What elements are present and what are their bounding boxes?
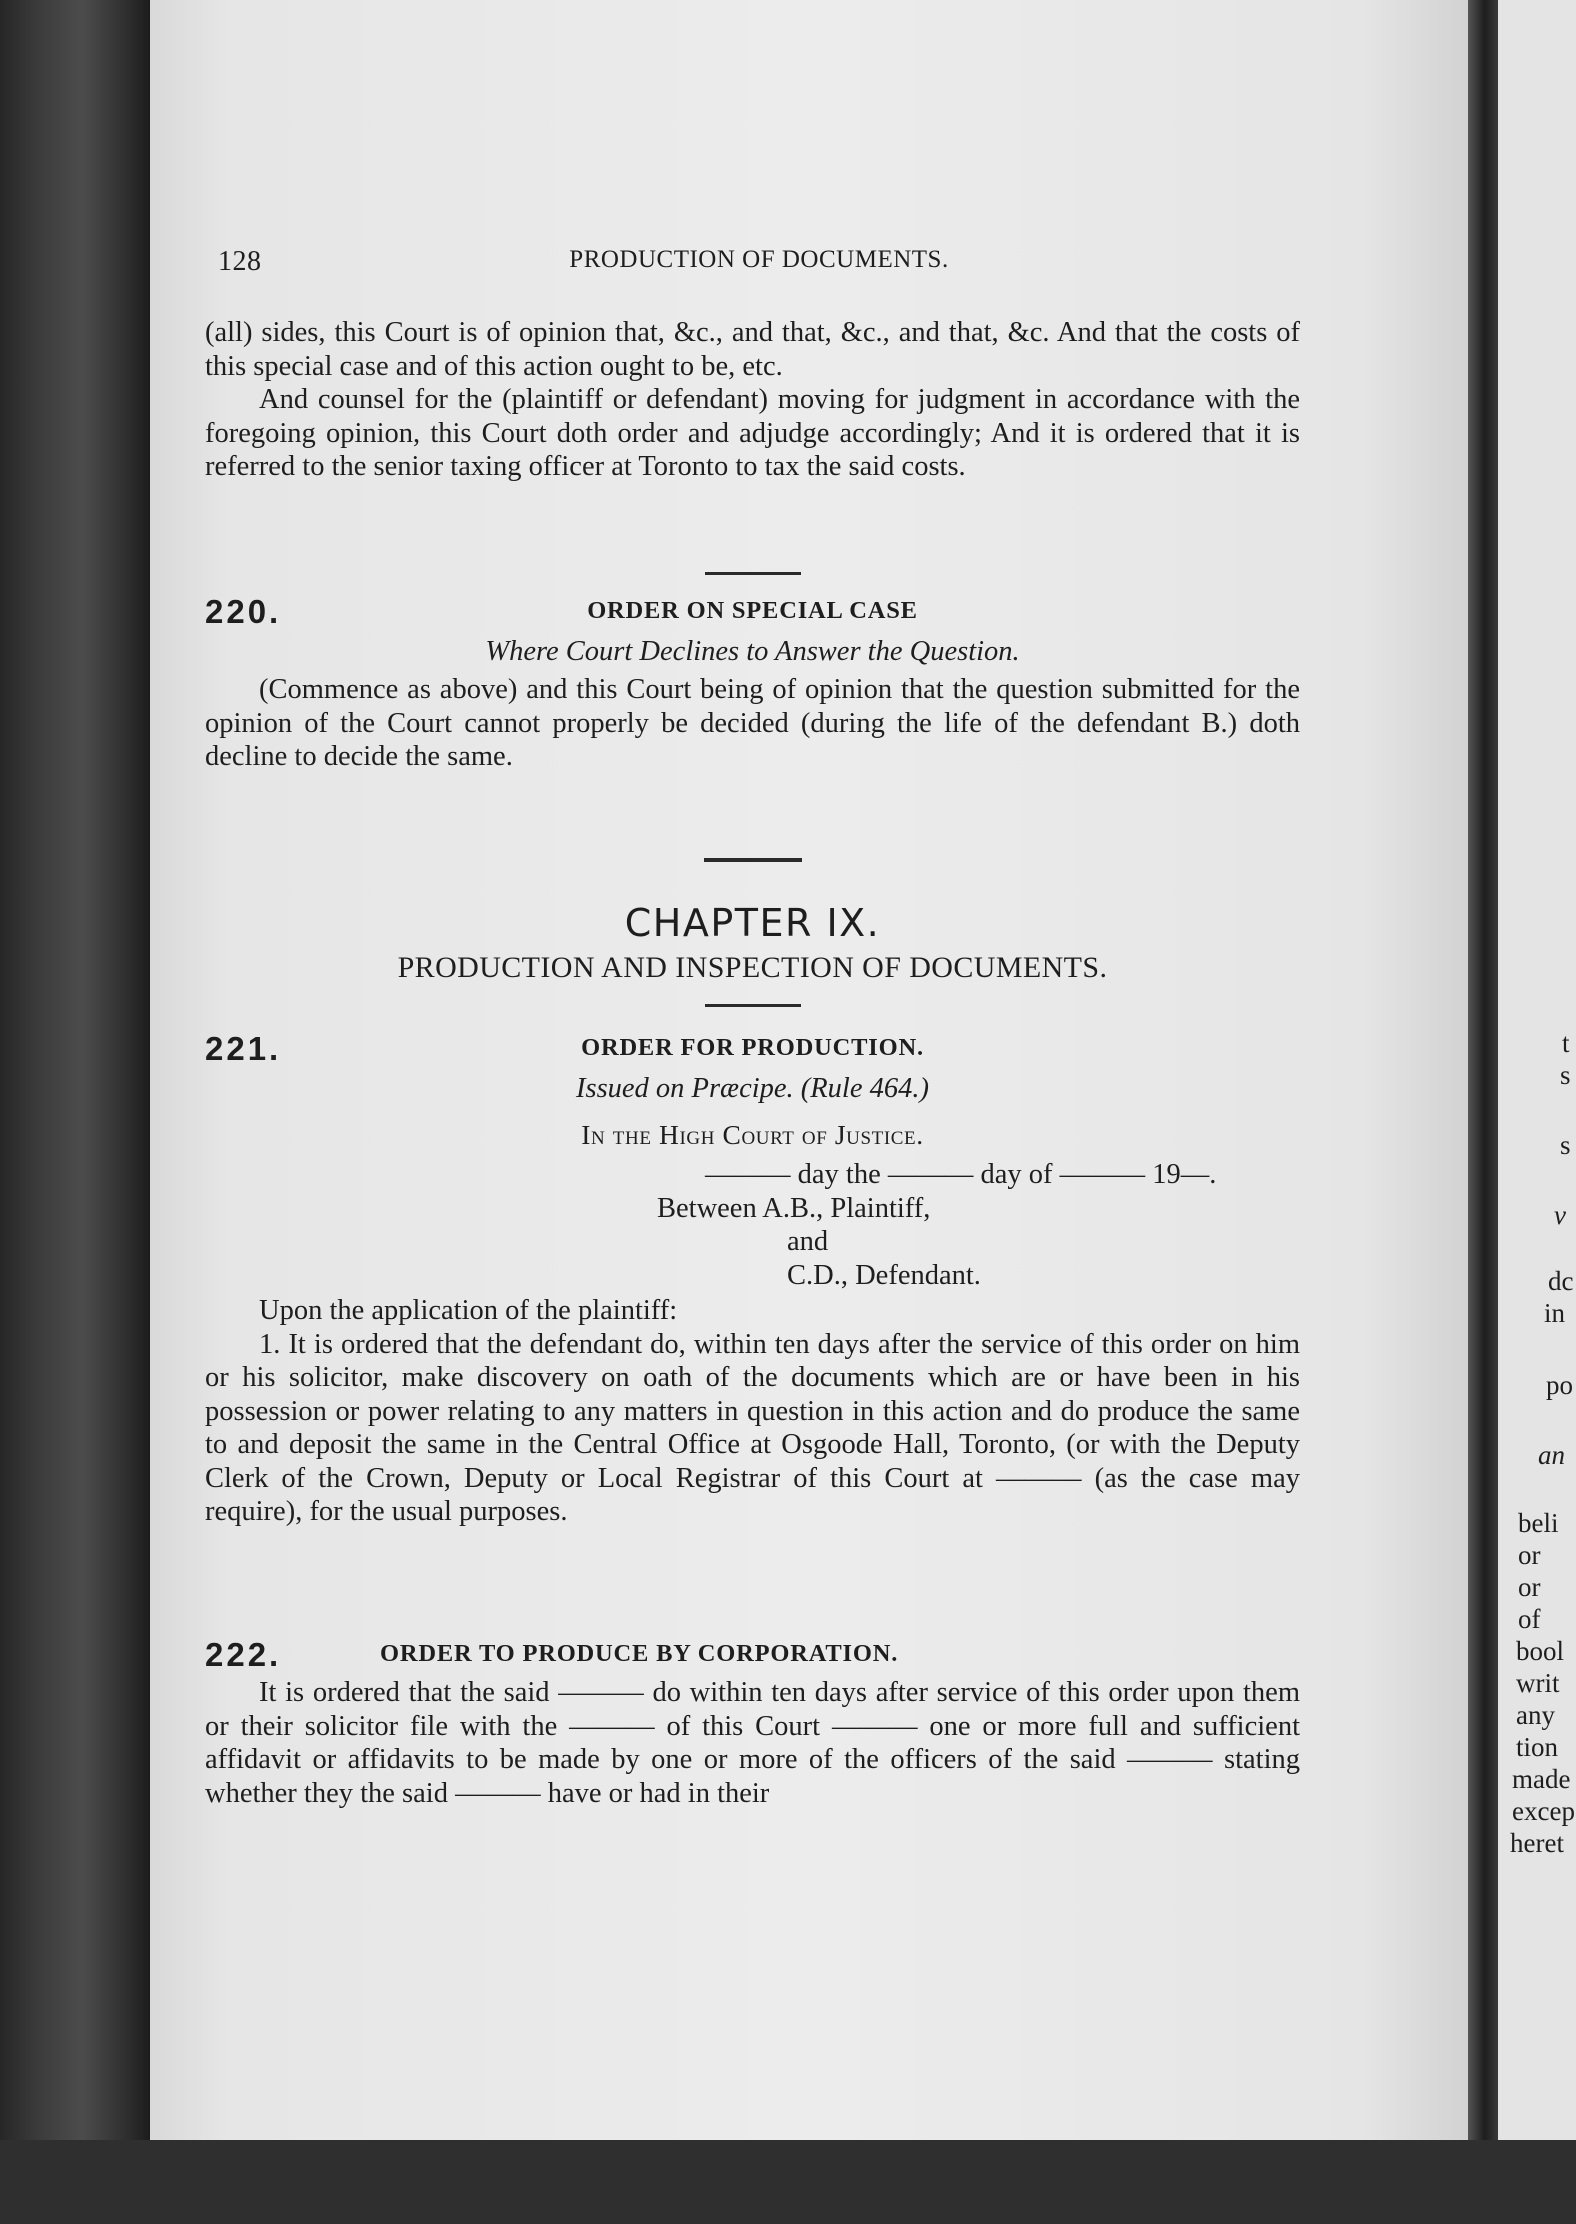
- application-line: Upon the application of the plaintiff:: [259, 1295, 678, 1326]
- running-title: PRODUCTION OF DOCUMENTS.: [569, 246, 949, 273]
- chapter-divider-lower: [705, 1004, 801, 1007]
- page-number: 128: [218, 246, 262, 277]
- facing-fragment: made: [1512, 1764, 1571, 1794]
- facing-fragment: or: [1518, 1572, 1541, 1602]
- book-spine-edge: [0, 0, 150, 2224]
- chapter-heading: [205, 858, 1300, 1007]
- section-body: (Commence as above) and this Court being of opinion that the question submitted for the opinion of the Court cannot properly be decided (during the life of the defendant B.) doth decline to decide the same.: [205, 674, 1300, 772]
- facing-fragment: an: [1538, 1440, 1565, 1470]
- section-heading: [205, 1636, 1300, 1676]
- section-body: It is ordered that the said ——— do within ten days after service of this order upon them or their solicitor file with the ——— of this Court ——— one or more full and sufficient affidavit or affidavits to be made by one or more of the officers of the said ——— stating whether they the said ——— have or had in their: [205, 1677, 1300, 1809]
- facing-fragment: v: [1554, 1200, 1566, 1230]
- scan-bottom-edge: [0, 2140, 1576, 2224]
- section-221: [205, 1030, 1300, 1529]
- section-title: ORDER TO PRODUCE BY CORPORATION.: [380, 1640, 899, 1667]
- facing-fragment: s: [1560, 1060, 1571, 1090]
- section-subtitle: Where Court Declines to Answer the Question.: [485, 636, 1020, 667]
- section-title: ORDER FOR PRODUCTION.: [581, 1034, 924, 1061]
- facing-fragment: po: [1546, 1370, 1573, 1400]
- facing-fragment: bool: [1516, 1636, 1565, 1666]
- parties-and: and: [787, 1226, 829, 1257]
- chapter-divider: [704, 858, 802, 862]
- section-number: 221.: [205, 1030, 282, 1067]
- facing-fragment: beli: [1518, 1508, 1559, 1538]
- parties-defendant: C.D., Defendant.: [787, 1259, 981, 1291]
- date-line: ——— day the ——— day of ——— 19—.: [705, 1159, 1217, 1190]
- section-subtitle: Issued on Præcipe. (Rule 464.): [575, 1073, 929, 1104]
- facing-fragment: dc: [1548, 1266, 1574, 1296]
- running-head: [218, 246, 1300, 286]
- section-divider: [705, 572, 801, 575]
- facing-fragment: heret: [1510, 1828, 1564, 1858]
- parties-line: Between A.B., Plaintiff,: [657, 1192, 931, 1224]
- facing-fragment: writ: [1516, 1668, 1560, 1698]
- section-220: [205, 572, 1300, 774]
- section-number: 222.: [205, 1636, 282, 1673]
- chapter-subtitle: PRODUCTION AND INSPECTION OF DOCUMENTS.: [397, 951, 1108, 984]
- facing-fragment: any: [1516, 1700, 1555, 1730]
- section-number: 220.: [205, 593, 282, 630]
- facing-fragment: t: [1562, 1028, 1570, 1058]
- section-title: ORDER ON SPECIAL CASE: [587, 597, 918, 624]
- continuation-paragraph-1: (all) sides, this Court is of opinion that, &c., and that, &c., and that, &c. And that the costs of this special case and of this action ought to be, etc.: [205, 317, 1300, 382]
- facing-fragment: of: [1518, 1604, 1541, 1634]
- section-heading: [205, 593, 1300, 633]
- section-body: 1. It is ordered that the defendant do, within ten days after the service of this order on him or his solicitor, make discovery on oath of the documents which are or have been in his possession or power relating to any matters in question in this action and do produce the same to and deposit the same in the Central Office at Osgoode Hall, Toronto, (or with the Deputy Clerk of the Crown, Deputy or Local Registrar of this Court at ——— (as the case may require), for the usual purposes.: [205, 1328, 1300, 1527]
- continuation-paragraph-2: And counsel for the (plaintiff or defendant) moving for judgment in accordance with the foregoing opinion, this Court doth order and adjudge accordingly; And it is ordered that it is referred to the senior taxing officer at Toronto to tax the said costs.: [205, 384, 1300, 482]
- facing-fragment: or: [1518, 1540, 1541, 1570]
- section-heading: [205, 1030, 1300, 1070]
- facing-page-edge: [1498, 0, 1576, 2224]
- continued-paragraphs: [205, 316, 1300, 484]
- facing-fragment: s: [1560, 1130, 1571, 1160]
- facing-fragment: excep: [1512, 1796, 1575, 1826]
- chapter-title: CHAPTER IX.: [624, 901, 881, 945]
- facing-fragment: tion: [1516, 1732, 1559, 1762]
- court-caption: In the High Court of Justice.: [581, 1119, 924, 1150]
- facing-fragment: in: [1544, 1298, 1566, 1328]
- section-222: [205, 1636, 1300, 1810]
- book-gutter: [1468, 0, 1498, 2224]
